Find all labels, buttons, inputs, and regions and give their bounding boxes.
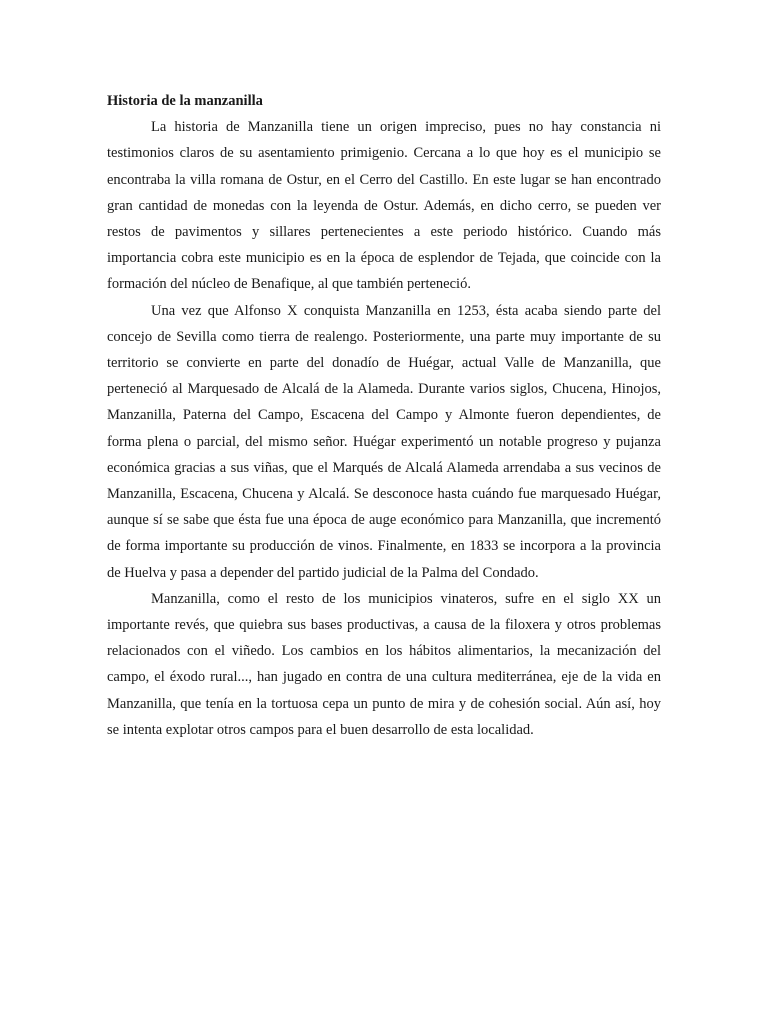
document-title: Historia de la manzanilla xyxy=(107,93,263,109)
paragraph-twentieth-century: Manzanilla, como el resto de los municipios vinateros, sufre en el siglo XX un importante revés, que quiebra sus bases productivas, a causa de la filoxera y otros problemas relacionados con el viñedo. Los cambios en los hábitos alimentarios, la mecanización del campo, el éxodo rural..., han jugado en contra de una cultura mediterránea, eje de la vida en Manzanilla, que tenía en la tortuosa cepa un punto de mira y de cohesión social. Aún así, hoy se intenta explotar otros campos para el buen desarrollo de esta localidad. xyxy=(107,590,661,738)
paragraph-reconquest: Una vez que Alfonso X conquista Manzanilla en 1253, ésta acaba siendo parte del concejo de Sevilla como tierra de realengo. Posteriormente, una parte muy importante de su territorio se convierte en parte del donadío de Huégar, actual Valle de Manzanilla, que perteneció al Marquesado de Alcalá de la Alameda. Durante varios siglos, Chucena, Hinojos, Manzanilla, Paterna del Campo, Escacena del Campo y Almonte fueron dependientes, de forma plena o parcial, del mismo señor. Huégar experimentó un notable progreso y pujanza económica gracias a sus viñas, que el Marqués de Alcalá Alameda arrendaba a sus vecinos de Manzanilla, Escacena, Chucena y Alcalá. Se desconoce hasta cuándo fue marquesado Huégar, aunque sí se sabe que ésta fue una época de auge económico para Manzanilla, que incrementó de forma importante su producción de vinos. Finalmente, en 1833 se incorpora a la provincia de Huelva y pasa a depender del partido judicial de la Palma del Condado. xyxy=(107,302,661,581)
paragraph-origins: La historia de Manzanilla tiene un origen impreciso, pues no hay constancia ni testimonios claros de su asentamiento primigenio. Cercana a lo que hoy es el municipio se encontraba la villa romana de Ostur, en el Cerro del Castillo. En este lugar se han encontrado gran cantidad de monedas con la leyenda de Ostur. Además, en dicho cerro, se pueden ver restos de pavimentos y sillares pertenecientes a este periodo histórico. Cuando más importancia cobra este municipio es en la época de esplendor de Tejada, que coincide con la formación del núcleo de Benafique, al que también perteneció. xyxy=(107,119,661,293)
document-body xyxy=(107,88,661,743)
